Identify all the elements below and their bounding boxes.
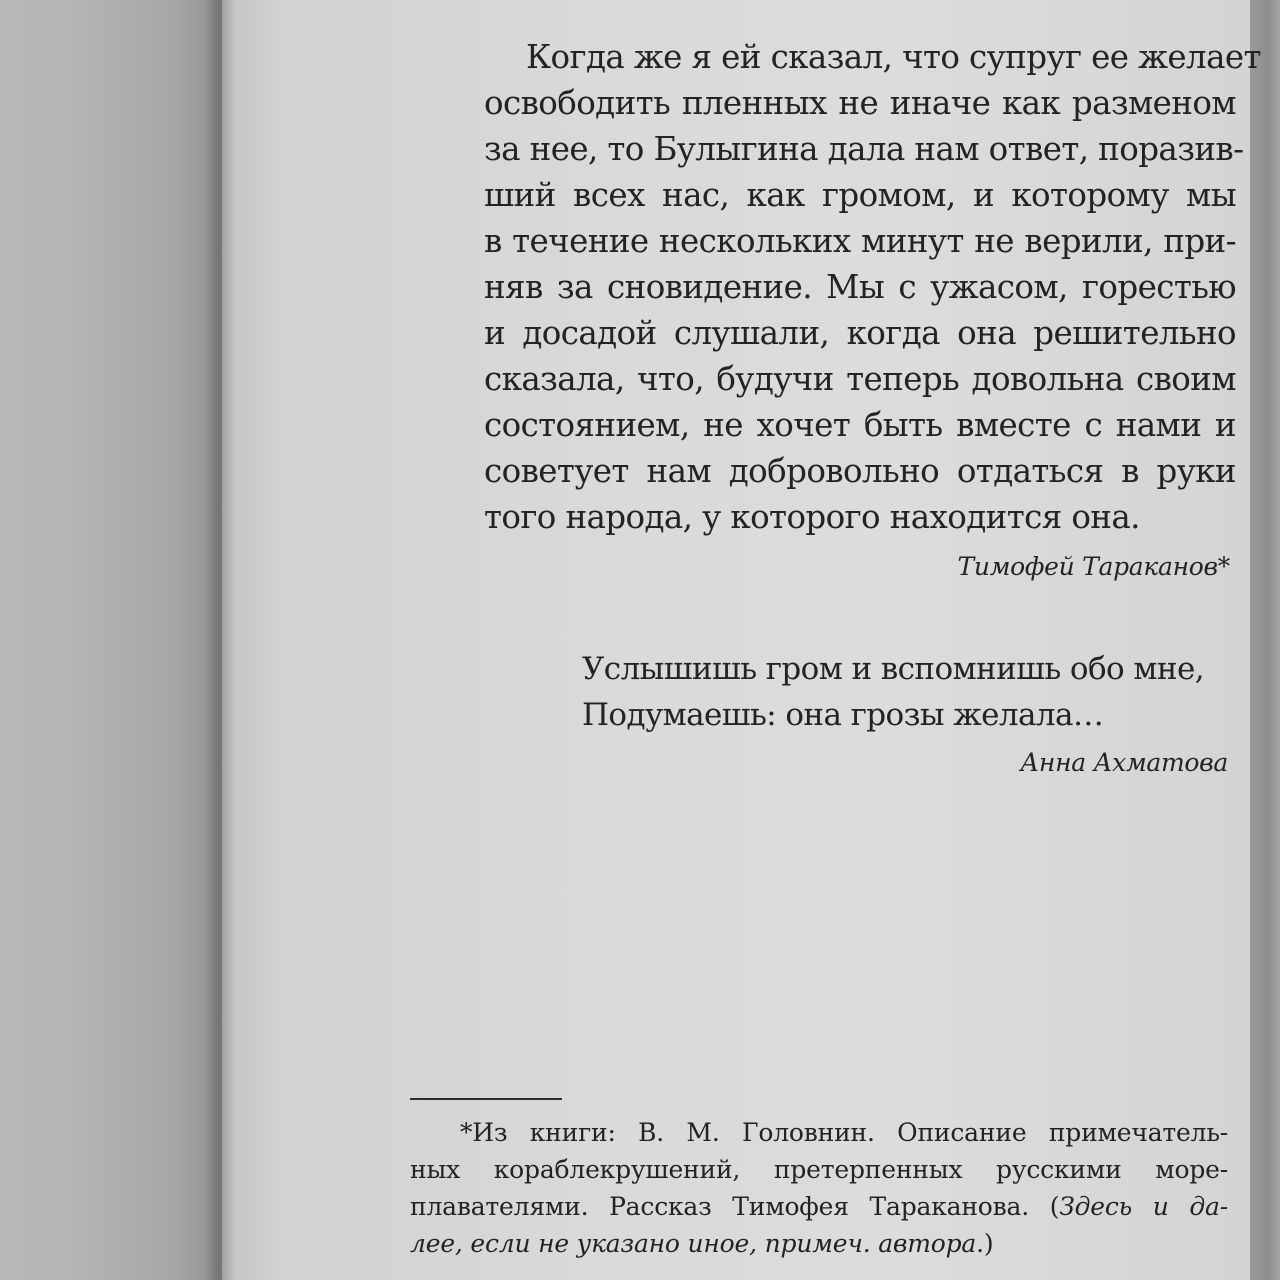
footnote-line	[410, 1225, 1228, 1262]
page-edge	[1250, 0, 1280, 1280]
paragraph-line: сказала, что, будучи теперь довольна своим	[484, 360, 1236, 398]
poem-line: Подумаешь: она грозы желала…	[582, 697, 1104, 733]
attribution-tarakanov: Тимофей Тараканов*	[957, 552, 1230, 581]
left-page	[0, 0, 222, 1280]
paragraph-line: ший всех нас, как громом, и которому мы	[484, 176, 1236, 214]
paragraph-line: няв за сновидение. Мы с ужасом, горестью	[484, 268, 1236, 306]
book-gutter	[205, 0, 235, 1280]
paragraph-line: советует нам добровольно отдаться в руки	[484, 452, 1236, 490]
paragraph-line: состоянием, не хочет быть вместе с нами и	[484, 406, 1236, 444]
paragraph-line: и досадой слушали, когда она решительно	[484, 314, 1236, 352]
footnote	[410, 1114, 1228, 1262]
paragraph-line: того народа, у которого находится она.	[484, 498, 1140, 536]
poem-line: Услышишь гром и вспомнишь обо мне,	[582, 651, 1204, 687]
main-paragraph	[484, 34, 1261, 540]
paragraph-line: освободить пленных не иначе как разменом	[484, 84, 1236, 122]
footnote-line	[410, 1188, 1228, 1225]
footnote-text: плавателями. Рассказ Тимофея Тараканова. (	[410, 1192, 1060, 1221]
attribution-akhmatova: Анна Ахматова	[1020, 748, 1228, 777]
poem-epigraph	[582, 646, 1232, 738]
paragraph-line: Когда же я ей сказал, что супруг ее желает	[526, 38, 1261, 76]
footnote-italic-text: Здесь и да-	[1059, 1192, 1228, 1221]
paragraph-line: за нее, то Булыгина дала нам ответ, поразив-	[484, 130, 1244, 168]
footnote-divider	[410, 1098, 562, 1100]
paragraph-line: в течение нескольких минут не верили, при-	[484, 222, 1236, 260]
footnote-italic-text: лее, если не указано иное, примеч. автора	[410, 1229, 977, 1258]
footnote-line: ных кораблекрушений, претерпенных русскими море-	[410, 1155, 1228, 1184]
footnote-text: .)	[976, 1229, 994, 1258]
footnote-line: *Из книги: В. М. Головнин. Описание примечатель-	[460, 1118, 1228, 1147]
